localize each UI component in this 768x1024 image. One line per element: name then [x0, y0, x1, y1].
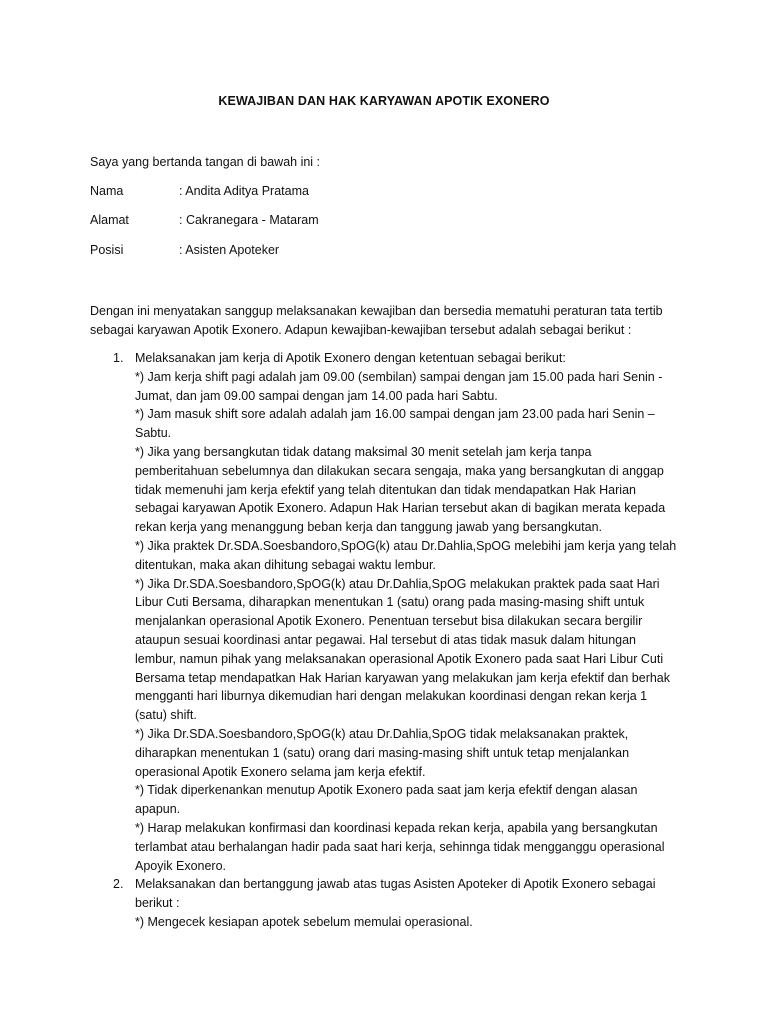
list-item-line: terlambat atau berhalangan hadir pada saat hari kerja, sehinnga tidak mengganggu operasional [135, 839, 665, 854]
field-label-nama: Nama [90, 184, 124, 198]
list-item-line: Sabtu. [135, 426, 172, 441]
list-item-line: tidak memenuhi jam kerja efektif yang telah ditentukan dan tidak mendapatkan Hak Harian [135, 482, 636, 497]
list-item-number: 1. [113, 351, 124, 365]
list-item-line: berikut : [135, 896, 180, 911]
list-item-line: *) Jika Dr.SDA.Soesbandoro,SpOG(k) atau Dr.Dahlia,SpOG tidak melaksanakan praktek, [135, 726, 629, 741]
list-item-body [135, 875, 690, 931]
obligations-list [90, 349, 690, 932]
list-item-line: (satu) shift. [135, 708, 197, 723]
list-item-line: menjalankan operasional Apotik Exonero. Penentuan tersebut bisa dilakukan secara bergilir [135, 614, 643, 629]
list-item-line: *) Mengecek kesiapan apotek sebelum memulai operasional. [135, 914, 473, 929]
list-item-line: ditentukan, maka akan dihitung sebagai waktu lembur. [135, 557, 436, 572]
list-item-line: Melaksanakan jam kerja di Apotik Exonero dengan ketentuan sebagai berikut: [135, 351, 566, 365]
list-item-line: *) Jika praktek Dr.SDA.Soesbandoro,SpOG(k) atau Dr.Dahlia,SpOG melebihi jam kerja yang telah [135, 538, 677, 553]
field-label-alamat: Alamat [90, 213, 129, 227]
list-item-line: ataupun sesuai koordinasi antar pegawai. Hal tersebut di atas tidak masuk dalam hitungan [135, 632, 637, 647]
list-item-line: Jumat, dan jam 09.00 sampai dengan jam 14.00 pada hari Sabtu. [135, 388, 498, 403]
list-item-line: *) Harap melakukan konfirmasi dan koordinasi kepada rekan kerja, apabila yang bersangkutan [135, 820, 658, 835]
list-item-line: sebagai karyawan Apotik Exonero. Adapun Hak Harian tersebut akan di bagikan merata kepada [135, 501, 666, 516]
field-value-posisi: : Asisten Apoteker [179, 243, 280, 257]
intro-text: Saya yang bertanda tangan di bawah ini : [90, 155, 321, 169]
list-item-line: *) Jika Dr.SDA.Soesbandoro,SpOG(k) atau Dr.Dahlia,SpOG melakukan praktek pada saat Hari [135, 576, 660, 591]
list-item-line: Melaksanakan dan bertanggung jawab atas tugas Asisten Apoteker di Apotik Exonero sebagai [135, 877, 656, 892]
list-item-line: Apoyik Exonero. [135, 858, 227, 873]
list-item-line: mengganti hari liburnya dikemudian hari dengan melakukan koordinasi dengan rekan kerja 1 [135, 689, 648, 704]
list-item-line: apapun. [135, 802, 181, 817]
field-value-alamat: : Cakranegara - Mataram [179, 213, 319, 227]
list-item-line: *) Jam masuk shift sore adalah adalah jam 16.00 sampai dengan jam 23.00 pada hari Senin – [135, 407, 655, 422]
list-item-line: diharapkan menentukan 1 (satu) orang dari masing-masing shift untuk tetap menjalankan [135, 745, 630, 760]
statement-line: Dengan ini menyatakan sanggup melaksanakan kewajiban dan bersedia mematuhi peraturan tata tertib [90, 304, 663, 318]
document-title: KEWAJIBAN DAN HAK KARYAWAN APOTIK EXONERO [218, 94, 550, 108]
list-item-line: rekan kerja yang menanggung beban kerja dan tanggung jawab yang bersangkutan. [135, 520, 603, 535]
statement-paragraph [90, 302, 690, 340]
list-item [90, 875, 690, 931]
list-item-number: 2. [113, 877, 124, 892]
statement-line: sebagai karyawan Apotik Exonero. Adapun kewajiban-kewajiban tersebut adalah sebagai berikut : [90, 322, 632, 337]
list-item [90, 349, 690, 875]
list-item-line: operasional Apotik Exonero selama jam kerja efektif. [135, 764, 426, 779]
list-item-line: Bersama tetap mendapatkan Hak Harian karyawan yang melakukan jam kerja efektif dan berhak [135, 670, 671, 685]
list-item-body [135, 349, 690, 875]
list-item-line: *) Tidak diperkenankan menutup Apotik Exonero pada saat jam kerja efektif dengan alasan [135, 783, 638, 798]
list-item-line: *) Jam kerja shift pagi adalah jam 09.00 (sembilan) sampai dengan jam 15.00 pada hari Senin - [135, 369, 663, 384]
list-item-line: Libur Cuti Bersama, diharapkan menentukan 1 (satu) orang pada masing-masing shift untuk [135, 595, 645, 610]
list-item-line: pemberitahuan sebelumnya dan dilakukan secara sengaja, maka yang bersangkutan di anggap [135, 463, 664, 478]
list-item-line: *) Jika yang bersangkutan tidak datang maksimal 30 menit setelah jam kerja tanpa [135, 444, 592, 459]
field-value-nama: : Andita Aditya Pratama [179, 184, 309, 198]
list-item-line: lembur, namun pihak yang melaksanakan operasional Apotik Exonero pada saat Hari Libur Cuti [135, 651, 664, 666]
field-label-posisi: Posisi [90, 243, 124, 257]
